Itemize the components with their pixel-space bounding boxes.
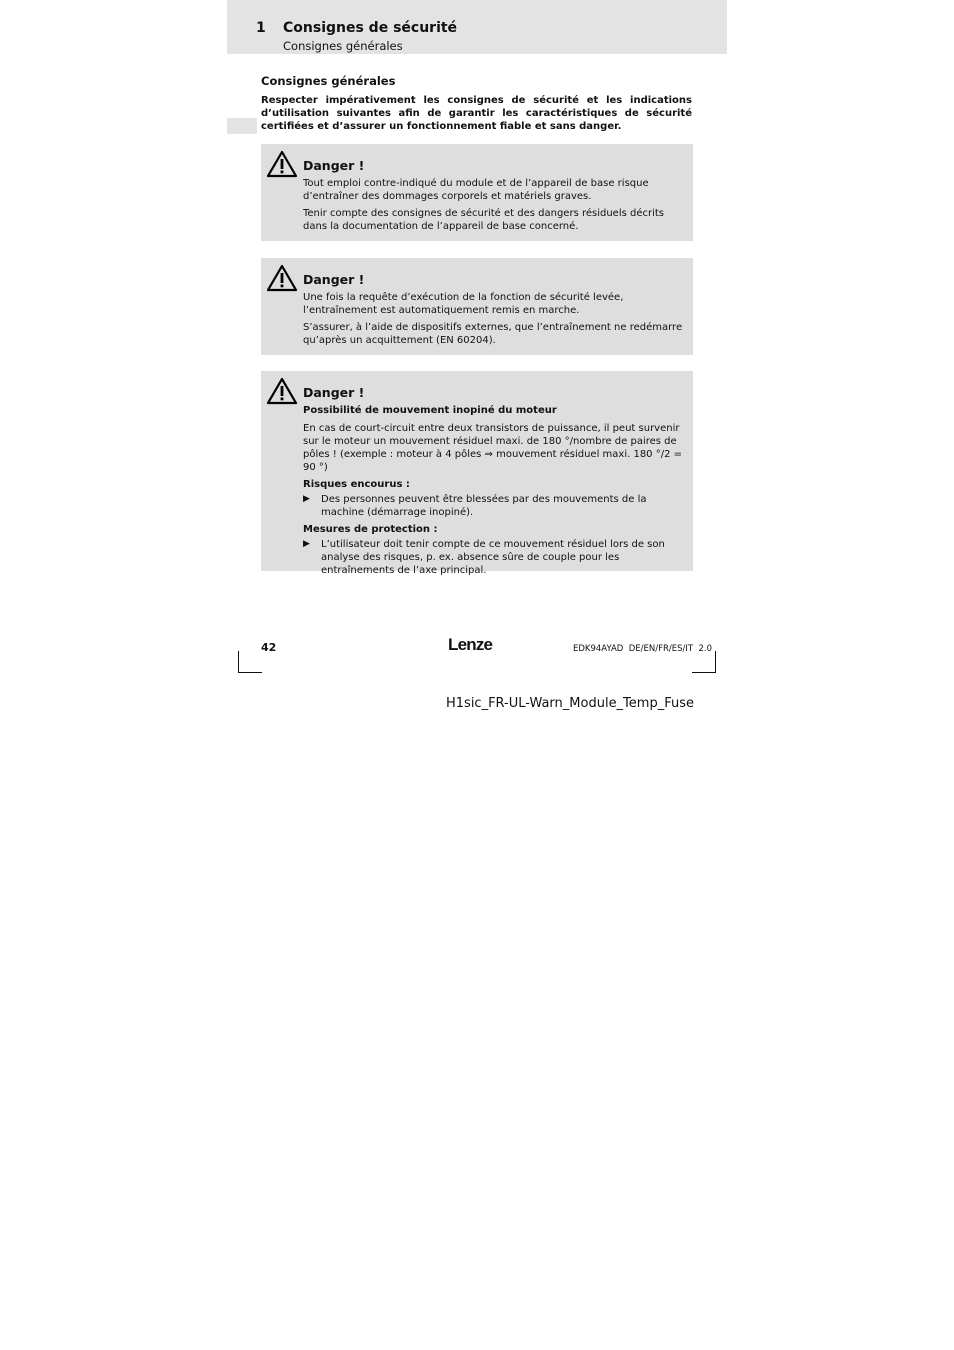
margin-tab-marker [227, 118, 257, 134]
risks-item-text: Des personnes peuvent être blessées par des mouvements de la machine (démarrage inopiné). [321, 494, 647, 518]
danger-text: S’assurer, à l’aide de dispositifs externes, que l’entraînement ne redémarre qu’après un acquittement (EN 60204). [303, 322, 683, 346]
danger-box-misuse [261, 144, 693, 241]
crop-mark-right [692, 651, 716, 673]
page-number: 42 [261, 641, 277, 654]
danger-label: Danger ! [303, 158, 365, 173]
danger-text: Tout emploi contre-indiqué du module et de l’appareil de base risque d’entraîner des dommages corporels et matériels graves. [303, 178, 649, 202]
warning-triangle-icon [266, 377, 298, 405]
protection-item-text: L’utilisateur doit tenir compte de ce mouvement résiduel lors de son analyse des risques, p. ex. absence sûre de couple pour les entraînements de l’axe principal. [321, 539, 665, 576]
warning-triangle-icon [266, 264, 298, 292]
danger-label: Danger ! [303, 272, 365, 287]
danger-box-restart [261, 258, 693, 355]
chapter-subtitle: Consignes générales [283, 39, 403, 53]
crop-mark-left [238, 651, 262, 673]
bullet-arrow-icon: ▶ [303, 494, 310, 504]
protection-label: Mesures de protection : [303, 524, 438, 535]
risks-label: Risques encourus : [303, 479, 410, 490]
chapter-title: Consignes de sécurité [283, 20, 458, 36]
lenze-logo: Lenze [448, 635, 493, 654]
danger-text: En cas de court-circuit entre deux transistors de puissance, il peut survenir sur le moteur un mouvement résiduel maxi. de 180 °/nombre de paires de pôles ! (exemple : moteur à 4 pôles ⇒ mouvement résiduel maxi. 180 °/2 = 90 °) [303, 423, 683, 473]
danger-text: Une fois la requête d’exécution de la fonction de sécurité levée, l’entraînement est automatiquement remis en marche. [303, 292, 624, 316]
risks-list-item [303, 493, 685, 519]
intro-paragraph: Respecter impérativement les consignes de sécurité et les indications d’utilisation suivantes afin de garantir les caractéristiques de sécurité certifiées et d’assurer un fonctionnement fiable et sans danger. [261, 95, 692, 132]
chapter-number: 1 [256, 20, 266, 36]
protection-list-item [303, 538, 685, 577]
danger-subtitle: Possibilité de mouvement inopiné du moteur [303, 405, 557, 416]
bullet-arrow-icon: ▶ [303, 539, 310, 549]
warning-triangle-icon [266, 150, 298, 178]
file-label: H1sic_FR-UL-Warn_Module_Temp_Fuse [446, 696, 694, 711]
danger-text: Tenir compte des consignes de sécurité et des dangers résiduels décrits dans la documentation de l’appareil de base concerné. [303, 208, 665, 232]
document-id: EDK94AYAD DE/EN/FR/ES/IT 2.0 [573, 644, 713, 654]
section-title: Consignes générales [261, 74, 396, 88]
danger-label: Danger ! [303, 385, 365, 400]
danger-box-motor-movement [261, 371, 693, 576]
